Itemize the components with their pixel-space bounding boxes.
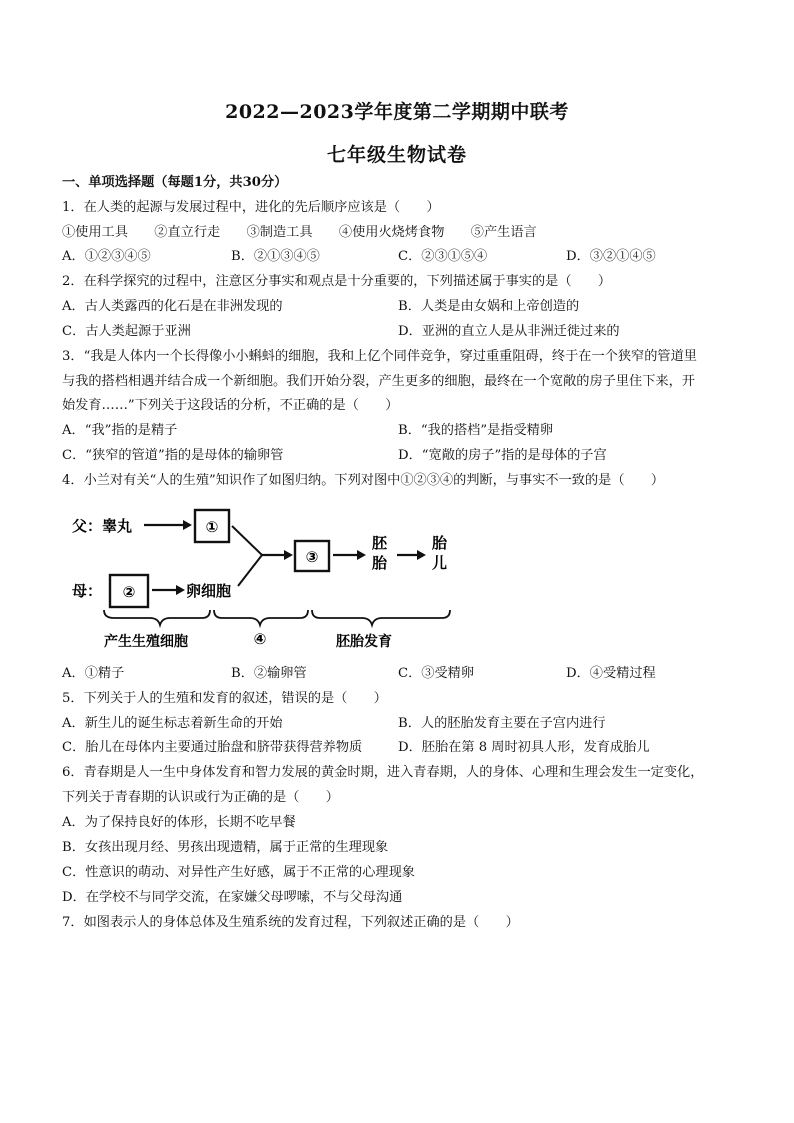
q5-option-c: C．胎儿在母体内主要通过胎盘和脐带获得营养物质 <box>62 740 363 755</box>
diagram-mother-label: 母： <box>72 582 103 600</box>
exam-title: 2022—2023学年度第二学期期中联考 <box>225 101 569 123</box>
q1-option-b: B．②①③④⑤ <box>231 249 320 264</box>
q2-option-d: D．亚洲的直立人是从非洲迁徙过来的 <box>398 324 620 339</box>
q3-option-d: D．“宽敞的房子”指的是母体的子宫 <box>398 448 607 463</box>
fetus-label-2: 儿 <box>432 554 448 572</box>
question-1-items: ①使用工具 ②直立行走 ③制造工具 ④使用火烧烤食物 ⑤产生语言 <box>62 225 537 240</box>
q2-option-c: C．古人类起源于亚洲 <box>62 324 191 339</box>
question-7-stem: 7．如图表示人的身体总体及生殖系统的发育过程，下列叙述正确的是（ ） <box>62 915 519 930</box>
embryo-label: 胚 <box>372 534 388 552</box>
q6-option-b: B．女孩出现月经、男孩出现遗精，属于正常的生理现象 <box>62 840 389 855</box>
arrow-head <box>183 520 192 530</box>
q4-option-a: A．①精子 <box>62 666 125 681</box>
arrow-head <box>176 585 185 595</box>
diagram-father-label: 父：睾丸 <box>72 517 133 535</box>
fetus-label: 胎 <box>432 534 448 552</box>
reproduction-diagram <box>62 504 462 654</box>
merge-line-bottom <box>238 555 262 586</box>
question-3-line-2: 与我的搭档相遇并结合成一个新细胞。我们开始分裂，产生更多的细胞，最终在一个宽敞的房子里住下来，开 <box>62 374 695 389</box>
box-1-label: ① <box>205 518 219 536</box>
q6-option-a: A．为了保持良好的体形，长期不吃早餐 <box>62 815 296 830</box>
q1-option-c: C．②③①⑤④ <box>398 249 488 264</box>
section-heading: 一、单项选择题（每题1分，共30分） <box>62 175 288 190</box>
stage-1-label: 产生生殖细胞 <box>104 634 188 650</box>
merge-line-top <box>232 526 262 555</box>
stage-2-label: ④ <box>253 630 267 648</box>
question-1-stem: 1．在人类的起源与发展过程中，进化的先后顺序应该是（ ） <box>62 200 440 215</box>
q6-option-c: C．性意识的萌动、对异性产生好感，属于不正常的心理现象 <box>62 865 415 880</box>
q5-option-d: D．胚胎在第 8 周时初具人形，发育成胎儿 <box>398 740 650 755</box>
q5-option-a: A．新生儿的诞生标志着新生命的开始 <box>62 716 283 731</box>
q1-option-a: A．①②③④⑤ <box>62 249 151 264</box>
q5-option-b: B．人的胚胎发育主要在子宫内进行 <box>398 716 606 731</box>
arrow-head <box>284 550 293 560</box>
arrow-head <box>417 550 426 560</box>
question-6-line-1: 6．青春期是人一生中身体发育和智力发展的黄金时期，进入青春期，人的身体、心理和生理会发生一定变化， <box>62 765 704 780</box>
question-2-stem: 2．在科学探究的过程中，注意区分事实和观点是十分重要的，下列描述属于事实的是（ ） <box>62 274 612 289</box>
question-6-line-2: 下列关于青春期的认识或行为正确的是（ ） <box>62 790 339 805</box>
q3-option-b: B．“我的搭档”是指受精卵 <box>398 423 554 438</box>
question-3-line-1: 3．“我是人体内一个长得像小小蝌蚪的细胞，我和上亿个同伴竞争，穿过重重阻碍，终于在一个狭窄的管道里 <box>62 349 697 364</box>
q3-option-c: C．“狭窄的管道”指的是母体的输卵管 <box>62 448 284 463</box>
exam-subtitle: 七年级生物试卷 <box>326 144 467 166</box>
q6-option-d: D．在学校不与同学交流，在家嫌父母啰嗦，不与父母沟通 <box>62 890 403 905</box>
brace-stage-2 <box>214 610 308 625</box>
brace-stage-3 <box>312 610 450 625</box>
embryo-label-2: 胎 <box>372 554 388 572</box>
q1-option-d: D．③②①④⑤ <box>566 249 656 264</box>
q3-option-a: A．“我”指的是精子 <box>62 423 178 438</box>
box-3-label: ③ <box>305 548 319 566</box>
egg-cell-label: 卵细胞 <box>186 582 232 600</box>
q2-option-a: A．古人类露西的化石是在非洲发现的 <box>62 299 283 314</box>
q2-option-b: B．人类是由女娲和上帝创造的 <box>398 299 580 314</box>
box-2-label: ② <box>122 583 136 601</box>
question-5-stem: 5．下列关于人的生殖和发育的叙述，错误的是（ ） <box>62 691 387 706</box>
question-3-line-3: 始发育……”下列关于这段话的分析，不正确的是（ ） <box>62 398 399 413</box>
q4-option-c: C．③受精卵 <box>398 666 475 681</box>
arrow-head <box>357 550 366 560</box>
question-4-stem: 4．小兰对有关“人的生殖”知识作了如图归纳。下列对图中①②③④的判断，与事实不一致的是（ ） <box>62 473 665 488</box>
q4-option-d: D．④受精过程 <box>566 666 656 681</box>
q4-option-b: B．②输卵管 <box>231 666 307 681</box>
stage-3-label: 胚胎发育 <box>336 634 392 650</box>
brace-stage-1 <box>104 610 210 625</box>
